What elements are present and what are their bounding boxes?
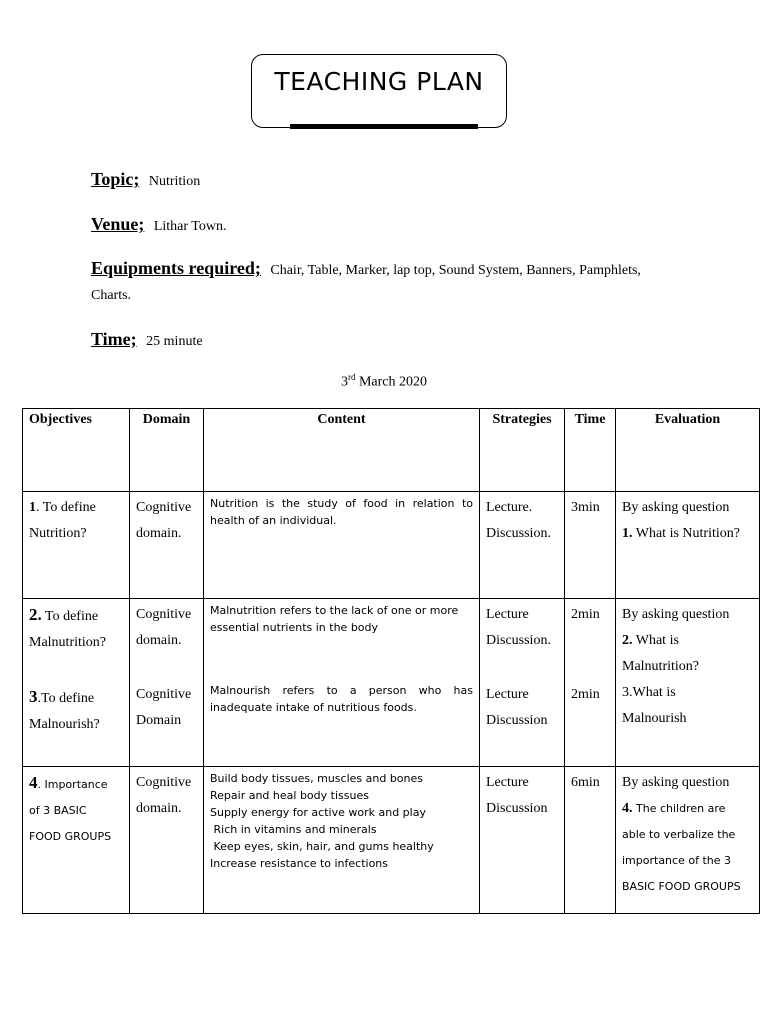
- content-line: Repair and heal body tissues: [210, 789, 369, 802]
- evaluation-number: 4.: [622, 801, 633, 816]
- header-content: Content: [204, 409, 480, 492]
- domain-cell: [130, 492, 204, 599]
- title-underline: [290, 124, 478, 129]
- date-rest: March 2020: [358, 374, 428, 390]
- equipment-label: Equipments required;: [91, 258, 261, 278]
- strategy-text: Lecture.: [486, 500, 533, 515]
- time-label: Time;: [91, 329, 137, 349]
- date-day: 3: [340, 374, 348, 390]
- objective-text: .To define: [37, 691, 95, 706]
- time-value: 25 minute: [146, 334, 203, 349]
- objective-text: Nutrition?: [29, 526, 87, 541]
- evaluation-number: 2.: [622, 633, 633, 648]
- table-row: [23, 599, 760, 767]
- domain-text: Cognitive: [136, 775, 192, 790]
- objective-text: . Importance: [37, 778, 108, 791]
- header-evaluation: Evaluation: [616, 409, 760, 492]
- content-line: Rich in vitamins and minerals: [210, 823, 377, 836]
- time-text: 2min: [571, 687, 600, 702]
- table-row: [23, 767, 760, 914]
- domain-cell: [130, 767, 204, 914]
- objective-number: 4: [29, 773, 38, 792]
- venue-field: [91, 215, 226, 234]
- domain-text: Domain: [136, 713, 182, 728]
- evaluation-text: able to verbalize the: [622, 828, 736, 841]
- objective-text: Malnutrition?: [29, 635, 106, 650]
- header-objectives: Objectives: [23, 409, 130, 492]
- evaluation-cell: [616, 492, 760, 599]
- equipment-value: Chair, Table, Marker, lap top, Sound System, Banners, Pamphlets,: [270, 263, 641, 278]
- strategy-text: Discussion: [486, 713, 548, 728]
- time-cell: [565, 767, 616, 914]
- evaluation-text: 3.What is: [622, 685, 676, 700]
- time-text: 3min: [571, 500, 600, 515]
- strategy-text: Lecture: [486, 775, 529, 790]
- table-header-row: [23, 409, 760, 492]
- content-line: Increase resistance to infections: [210, 857, 389, 870]
- domain-text: Cognitive: [136, 687, 192, 702]
- content-cell: [204, 492, 480, 599]
- evaluation-cell: [616, 599, 760, 767]
- evaluation-number: 1.: [622, 526, 633, 541]
- domain-text: domain.: [136, 801, 182, 816]
- content-cell: [204, 599, 480, 767]
- content-text: Nutrition is the study of food in relation to health of an individual.: [210, 497, 473, 527]
- content-cell: [204, 767, 480, 914]
- objective-cell: [23, 492, 130, 599]
- evaluation-text: What is Nutrition?: [635, 526, 740, 541]
- strategy-text: Lecture: [486, 687, 529, 702]
- domain-text: Cognitive: [136, 607, 192, 622]
- strategies-cell: [480, 767, 565, 914]
- time-text: 6min: [571, 775, 600, 790]
- time-cell: [565, 492, 616, 599]
- header-strategies: Strategies: [480, 409, 565, 492]
- objective-number: 2.: [29, 605, 42, 624]
- evaluation-text: By asking question: [622, 775, 730, 790]
- objective-text: To define: [45, 609, 99, 624]
- content-line: Keep eyes, skin, hair, and gums healthy: [210, 840, 434, 853]
- domain-text: Cognitive: [136, 500, 192, 515]
- strategy-text: Discussion: [486, 801, 548, 816]
- date-suffix: rd: [347, 372, 356, 382]
- objective-text: of 3 BASIC: [29, 804, 87, 817]
- evaluation-text: Malnourish: [622, 711, 687, 726]
- table-row: [23, 492, 760, 599]
- time-cell: [565, 599, 616, 767]
- topic-label: Topic;: [91, 169, 140, 189]
- time-text: 2min: [571, 607, 600, 622]
- objective-number: 3: [29, 687, 38, 706]
- strategy-text: Discussion.: [486, 526, 551, 541]
- objective-number: 1: [29, 500, 36, 515]
- page-title: TEACHING PLAN: [274, 67, 484, 96]
- equipment-value-cont: Charts.: [91, 288, 132, 303]
- topic-field: [91, 170, 200, 189]
- topic-value: Nutrition: [148, 174, 201, 189]
- objective-cell: [23, 599, 130, 767]
- evaluation-text: BASIC FOOD GROUPS: [622, 880, 741, 893]
- evaluation-text: importance of the 3: [622, 854, 731, 867]
- objective-text: . To define: [36, 500, 96, 515]
- teaching-plan-table: [22, 408, 760, 914]
- evaluation-text: Malnutrition?: [622, 659, 699, 674]
- venue-label: Venue;: [91, 214, 145, 234]
- content-text: Malnourish refers to a person who has inadequate intake of nutritious foods.: [210, 684, 473, 714]
- header-domain: Domain: [130, 409, 204, 492]
- objective-text: Malnourish?: [29, 717, 100, 732]
- evaluation-text: By asking question: [622, 607, 730, 622]
- evaluation-cell: [616, 767, 760, 914]
- evaluation-text: What is: [635, 633, 679, 648]
- equipment-field: [91, 259, 641, 278]
- strategy-text: Discussion.: [486, 633, 551, 648]
- title-box: [251, 54, 507, 128]
- strategy-text: Lecture: [486, 607, 529, 622]
- header-time: Time: [565, 409, 616, 492]
- content-text: Malnutrition refers to the lack of one or more essential nutrients in the body: [210, 604, 459, 634]
- strategies-cell: [480, 599, 565, 767]
- domain-text: domain.: [136, 633, 182, 648]
- domain-cell: [130, 599, 204, 767]
- domain-text: domain.: [136, 526, 182, 541]
- content-line: Build body tissues, muscles and bones: [210, 772, 423, 785]
- objective-text: FOOD GROUPS: [29, 830, 112, 843]
- plan-date: [0, 372, 768, 391]
- evaluation-text: By asking question: [622, 500, 730, 515]
- content-line: Supply energy for active work and play: [210, 806, 426, 819]
- evaluation-text: The children are: [636, 802, 726, 815]
- strategies-cell: [480, 492, 565, 599]
- objective-cell: [23, 767, 130, 914]
- venue-value: Lithar Town.: [153, 219, 227, 234]
- time-field: [91, 330, 203, 349]
